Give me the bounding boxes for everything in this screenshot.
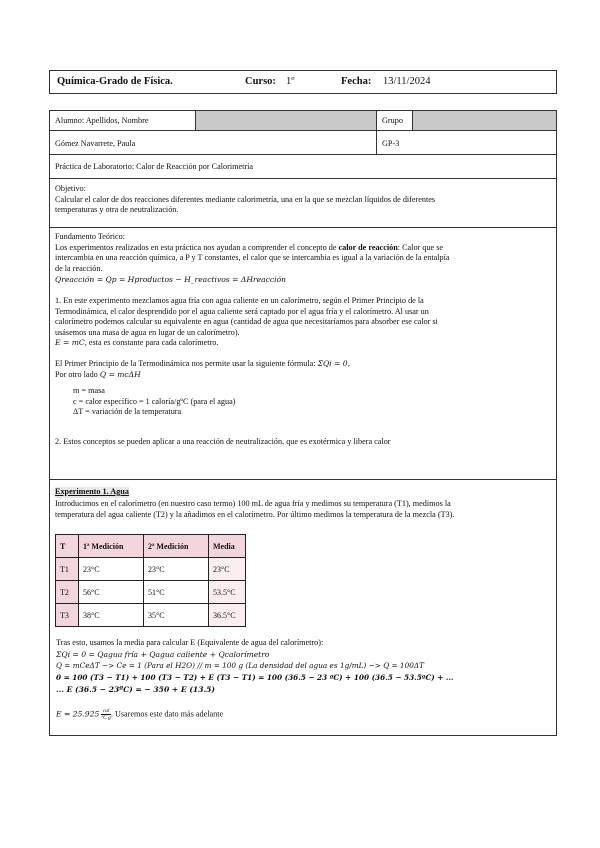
result-fraction: cal ºC g (101, 708, 111, 721)
date-label: Fecha: (341, 76, 372, 87)
result-text: . Usaremos este dato más adelante (110, 709, 224, 719)
heat-formula-line: Por otro lado Q = mcΔH (55, 369, 141, 379)
header-t: T (56, 535, 79, 558)
theory-line-1: Los experimentos realizados en esta práctica nos ayudan a comprender el concepto de calor de reacción: Calor que se (55, 242, 444, 252)
theory-line-3: de la reacción. (55, 263, 103, 273)
experiment-title: Experimento 1. Agua (55, 487, 129, 496)
theory-p5: 2. Estos conceptos se pueden aplicar a una reacción de neutralización, que es exotérmica y libera calor (55, 436, 391, 446)
after-table-text: Tras esto, usamos la media para calcular E (Equivalente de agua del calorímetro): (56, 638, 324, 647)
table-cell: 53.5°C (209, 581, 246, 604)
header-second: 2ª Medición (144, 535, 209, 558)
student-label-cell (49, 110, 196, 131)
table-cell: T3 (56, 604, 79, 627)
calc-line-2: Q = mCeΔT −> Ce = 1 (Para el H2O) // m = 100 g (La densidad del agua es 1g/mL) −> Q = 100ΔT (56, 661, 424, 670)
table-cell: 36.5°C (209, 604, 246, 627)
calc-line-1: ΣQi = 0 = Qagua fría + Qagua caliente + Qcalorímetro (56, 650, 270, 659)
table-header-row (56, 535, 246, 558)
objective-title: Objetivo: (55, 184, 86, 193)
practice-cell (49, 154, 557, 179)
table-cell: 35°C (144, 604, 209, 627)
experiment-intro-2: temperatura del agua caliente (T2) y la añadimos en el calorímetro. Por último medimos la temperatura de la mezcla (T3). (55, 510, 455, 519)
objective-text-1: Calcular el calor de dos reacciones diferentes mediante calorimetría, una en la que se mezclan líquidos de diferentes (55, 194, 436, 204)
objective-text-2: temperaturas y otra de neutralización. (55, 205, 179, 215)
practice-title: Práctica de Laboratorio: Calor de Reacción por Calorimetría (55, 162, 254, 171)
theory-p4: usásemos una masa de agua en lugar de un calorímetro). (55, 327, 240, 337)
table-cell: T1 (56, 558, 79, 581)
table-cell: 23°C (79, 558, 144, 581)
experiment-intro-1: Introducimos en el calorímetro (en nuestro caso termo) 100 mL de agua fría y medimos su temperatura (T1), medimos la (55, 499, 451, 508)
table-cell: 51°C (144, 581, 209, 604)
group-grey-cell (412, 110, 557, 131)
theory-p1: 1. En este experimento mezclamos agua fría con agua caliente en un calorímetro, según el Primer Principio de la (55, 295, 424, 305)
objective-cell (49, 178, 557, 228)
header-first: 1ª Medición (79, 535, 144, 558)
table-cell: T2 (56, 581, 79, 604)
theory-line-2: intercambia en una reacción química, a P y T constantes, el calor que se intercambia es igual a la variación de la entalpía (55, 253, 450, 263)
delta-t-definition: ΔT = variación de la temperatura (73, 407, 182, 417)
calc-line-4: ... E (36.5 − 23ºC) = − 350 + E (13.5) (56, 685, 216, 694)
table-row (56, 581, 246, 604)
header-box (49, 70, 557, 94)
table-cell: 38°C (79, 604, 144, 627)
theory-cell (49, 227, 557, 480)
table-row (56, 604, 246, 627)
theory-title: Fundamento Teórico: (55, 232, 125, 241)
table-row (56, 558, 246, 581)
group-value: GP-3 (382, 139, 400, 148)
equivalent-equation: E = mC, esta es constante para cada calorímetro. (55, 338, 219, 348)
table-cell: 23°C (144, 558, 209, 581)
table-cell: 56°C (79, 581, 144, 604)
group-label-cell (376, 110, 413, 131)
result-equation: E = 25.925 (56, 709, 100, 719)
mass-definition: m = masa (73, 386, 105, 396)
specific-heat-definition: c = calor específico = 1 caloría/gºC (para el agua) (73, 396, 236, 406)
theory-p2: Termodinámica, el calor desprendido por el agua caliente será captado por el agua fría y el calorímetro. Al usar un (55, 306, 429, 316)
table-cell: 23°C (209, 558, 246, 581)
course-label: Curso: (245, 76, 276, 87)
header-media: Media (209, 535, 246, 558)
first-principle-line: El Primer Principio de la Termodinámica nos permite usar la siguiente fórmula: ΣQi = 0, (55, 358, 351, 368)
student-name-cell (49, 130, 377, 155)
group-value-cell (376, 130, 557, 155)
student-grey-cell (195, 110, 377, 131)
student-label: Alumno: Apellidos, Nombre (55, 116, 149, 125)
date-value: 13/11/2024 (383, 76, 431, 87)
theory-p3: calorímetro podemos calcular su equivalente en agua (cantidad de agua que necesitaríamos para absorber ese calor si (55, 317, 438, 327)
result-line (56, 708, 223, 721)
measurements-table (55, 534, 246, 627)
reaction-equation: Qreacción = Qp = Hproductos − H_reactivos = ΔHreacción (55, 275, 287, 285)
subject-title: Química-Grado de Física. (57, 76, 173, 87)
calc-line-3: 0 = 100 (T3 − T1) + 100 (T3 − T2) + E (T3 − T1) = 100 (36.5 − 23 ºC) + 100 (36.5 − 53.5ºC) + ... (56, 673, 454, 682)
group-label: Grupo (382, 116, 403, 125)
course-value: 1º (286, 76, 295, 87)
student-name: Gómez Navarrete, Paula (55, 139, 136, 148)
